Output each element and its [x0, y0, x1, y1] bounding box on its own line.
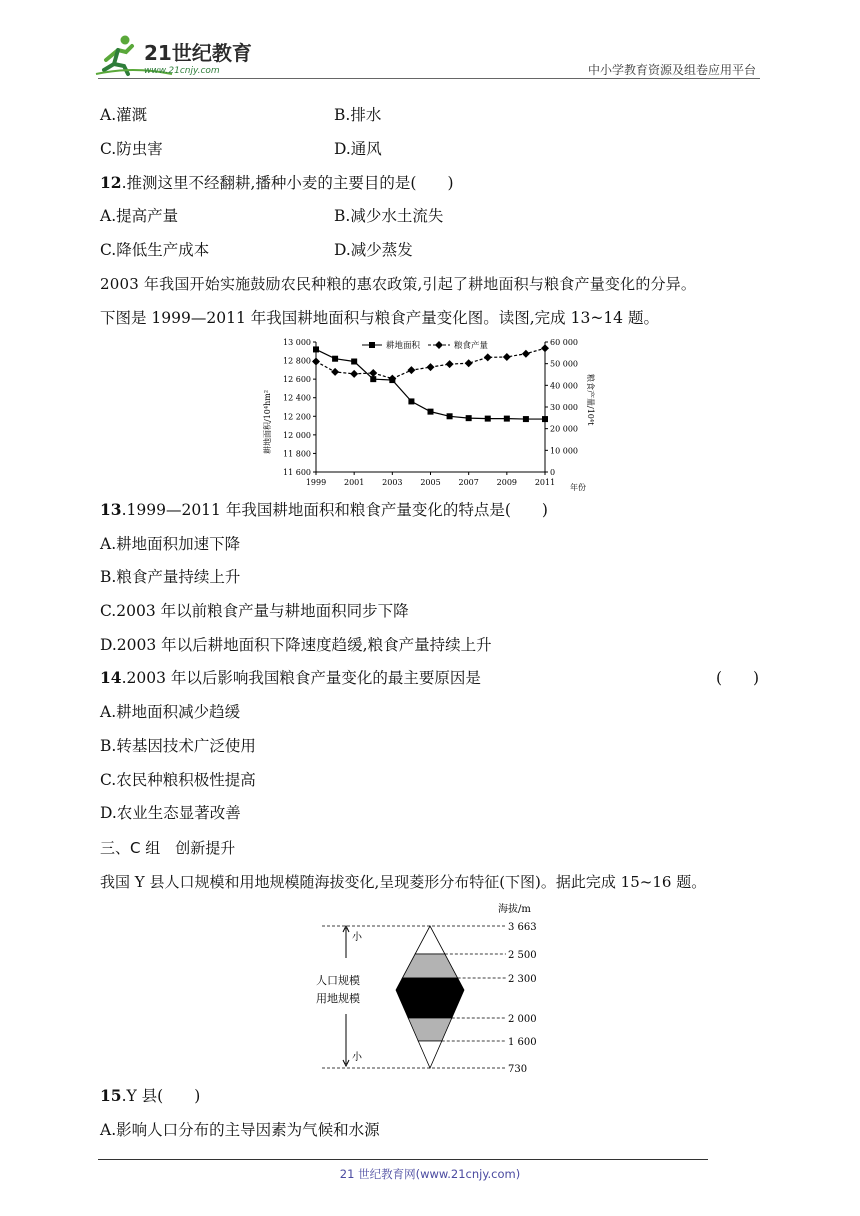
q11-option-d: D.通风	[334, 140, 382, 158]
population-scale-label: 人口规模	[316, 974, 360, 987]
q12-option-c: C.降低生产成本	[100, 241, 210, 259]
farmland-point	[428, 409, 434, 415]
legend-label-farmland: 耕地面积	[386, 341, 421, 351]
left-tick-label: 12 400	[283, 393, 311, 403]
small-top-label: 小	[352, 932, 362, 943]
footer-divider	[98, 1159, 708, 1160]
grain-point	[503, 353, 511, 361]
elevation-label: 3 663	[508, 922, 537, 933]
farmland-grain-chart	[258, 334, 596, 494]
band-top-white	[415, 926, 445, 954]
q14-option-a: A.耕地面积减少趋缓	[100, 703, 241, 721]
q11-row-ab	[100, 104, 382, 126]
q14-text: .2003 年以后影响我国粮食产量变化的最主要原因是	[121, 669, 481, 687]
right-tick-label: 40 000	[550, 381, 578, 391]
band-bottom-white	[418, 1041, 442, 1068]
farmland-point	[370, 376, 376, 382]
farmland-point	[313, 346, 319, 352]
grain-point	[350, 370, 358, 378]
q14-stem	[100, 667, 481, 689]
right-tick-label: 20 000	[550, 424, 578, 434]
left-tick-label: 11 800	[283, 449, 311, 459]
small-bottom-label: 小	[352, 1052, 362, 1063]
grain-point	[484, 353, 492, 361]
grain-point	[427, 363, 435, 371]
farmland-point	[447, 413, 453, 419]
left-tick-label: 12 600	[283, 375, 311, 385]
q12-stem	[100, 172, 454, 194]
farmland-area-line	[316, 349, 545, 419]
q13-text: .1999—2011 年我国耕地面积和粮食产量变化的特点是( )	[121, 501, 548, 519]
q11-row-cd	[100, 138, 382, 160]
grain-point	[312, 358, 320, 366]
right-tick-label: 0	[550, 468, 556, 477]
right-tick-label: 60 000	[550, 338, 578, 347]
q11-option-c: C.防虫害	[100, 140, 163, 158]
q14-answer-paren: ( )	[716, 669, 760, 687]
q11-option-a: A.灌溉	[100, 106, 148, 124]
q13-option-c: C.2003 年以前粮食产量与耕地面积同步下降	[100, 602, 409, 620]
site-logo	[92, 30, 262, 80]
q14-option-c: C.农民种粮积极性提高	[100, 771, 256, 789]
q14-option-b: B.转基因技术广泛使用	[100, 737, 256, 755]
header-divider	[98, 78, 760, 79]
elevation-label: 2 000	[508, 1014, 537, 1025]
elevation-label: 2 300	[508, 974, 537, 985]
legend-marker-diamond	[435, 341, 443, 349]
diagram-unit-label: 海拔/m	[498, 904, 531, 915]
x-tick-label: 2009	[496, 478, 518, 487]
left-tick-label: 13 000	[283, 338, 311, 347]
grain-point	[522, 350, 530, 358]
q13-option-a: A.耕地面积加速下降	[100, 535, 241, 553]
q13-option-d: D.2003 年以后耕地面积下降速度趋缓,粮食产量持续上升	[100, 636, 492, 654]
band-middle-black	[396, 978, 464, 1018]
q12-number: 12	[100, 173, 122, 192]
q14-option-d: D.农业生态显著改善	[100, 804, 241, 822]
x-tick-label: 2011	[534, 478, 556, 487]
q12-row-cd	[100, 239, 413, 261]
intro1-line1: 2003 年我国开始实施鼓励农民种粮的惠农政策,引起了耕地面积与粮食产量变化的分异。	[100, 275, 697, 293]
chart1-legend	[362, 340, 489, 351]
left-tick-label: 11 600	[283, 468, 311, 477]
q15-stem	[100, 1085, 200, 1107]
elevation-label: 1 600	[508, 1037, 537, 1048]
intro1-line2: 下图是 1999—2011 年我国耕地面积与粮食产量变化图。读图,完成 13~14 题。	[100, 309, 659, 327]
right-tick-label: 30 000	[550, 403, 578, 412]
x-tick-label: 2005	[420, 478, 441, 487]
legend-marker-square	[369, 342, 375, 348]
q12-row-ab	[100, 205, 444, 227]
chart1-left-axis-label: 耕地面积/10⁴hm²	[263, 389, 272, 454]
farmland-point	[485, 416, 491, 422]
right-tick-label: 10 000	[550, 446, 578, 456]
right-tick-label: 50 000	[550, 359, 578, 369]
footer-text: 21 世纪教育网(www.21cnjy.com)	[339, 1167, 521, 1181]
q13-option-b: B.粮食产量持续上升	[100, 568, 241, 586]
farmland-point	[466, 415, 472, 421]
q14-number: 14	[100, 668, 122, 687]
chart1-right-axis-label: 粮食产量/10⁴t	[586, 374, 595, 426]
left-tick-label: 12 800	[283, 356, 311, 366]
q15-text: .Y 县( )	[121, 1087, 201, 1105]
legend-label-grain: 粮食产量	[454, 341, 489, 351]
q15-number: 15	[100, 1086, 122, 1105]
farmland-point	[542, 416, 548, 422]
elevation-label: 2 500	[508, 950, 537, 961]
logo-sub-text: www.21cnjy.com	[144, 66, 220, 76]
logo-main-text: 21世纪教育	[144, 41, 252, 65]
farmland-point	[332, 356, 338, 362]
x-tick-label: 1999	[305, 478, 327, 487]
q12-option-d: D.减少蒸发	[334, 241, 413, 259]
intro2: 我国 Y 县人口规模和用地规模随海拔变化,呈现菱形分布特征(下图)。据此完成 15~16 题。	[100, 873, 707, 891]
grain-point	[465, 359, 473, 367]
band-upper-gray	[402, 954, 457, 978]
farmland-point	[408, 398, 414, 404]
grain-point	[446, 360, 454, 368]
q12-option-a: A.提高产量	[100, 207, 179, 225]
chart1-series	[312, 344, 549, 422]
land-scale-label: 用地规模	[316, 992, 360, 1005]
diamond-shape	[396, 926, 464, 1068]
left-tick-label: 12 200	[283, 412, 311, 422]
grain-point	[541, 344, 549, 352]
chart1-x-unit: 年份	[570, 483, 586, 492]
section-title: 三、C 组 创新提升	[100, 839, 236, 857]
left-tick-label: 12 000	[283, 430, 311, 440]
elevation-diamond-diagram	[300, 898, 560, 1076]
x-tick-label: 2001	[343, 478, 365, 487]
grain-point	[331, 368, 339, 376]
x-tick-label: 2007	[458, 478, 479, 487]
x-tick-label: 2003	[382, 478, 403, 487]
q13-stem	[100, 499, 548, 521]
elevation-label: 730	[508, 1064, 528, 1075]
q12-text: .推测这里不经翻耕,播种小麦的主要目的是( )	[121, 174, 454, 192]
q15-option-a: A.影响人口分布的主导因素为气候和水源	[100, 1121, 380, 1139]
header-platform-name: 中小学教育资源及组卷应用平台	[587, 63, 756, 77]
q13-number: 13	[100, 500, 122, 519]
farmland-point	[523, 416, 529, 422]
grain-point	[407, 366, 415, 374]
q11-option-b: B.排水	[334, 106, 382, 124]
band-lower-gray	[408, 1018, 452, 1041]
q12-option-b: B.减少水土流失	[334, 207, 444, 225]
farmland-point	[351, 359, 357, 365]
farmland-point	[504, 416, 510, 422]
